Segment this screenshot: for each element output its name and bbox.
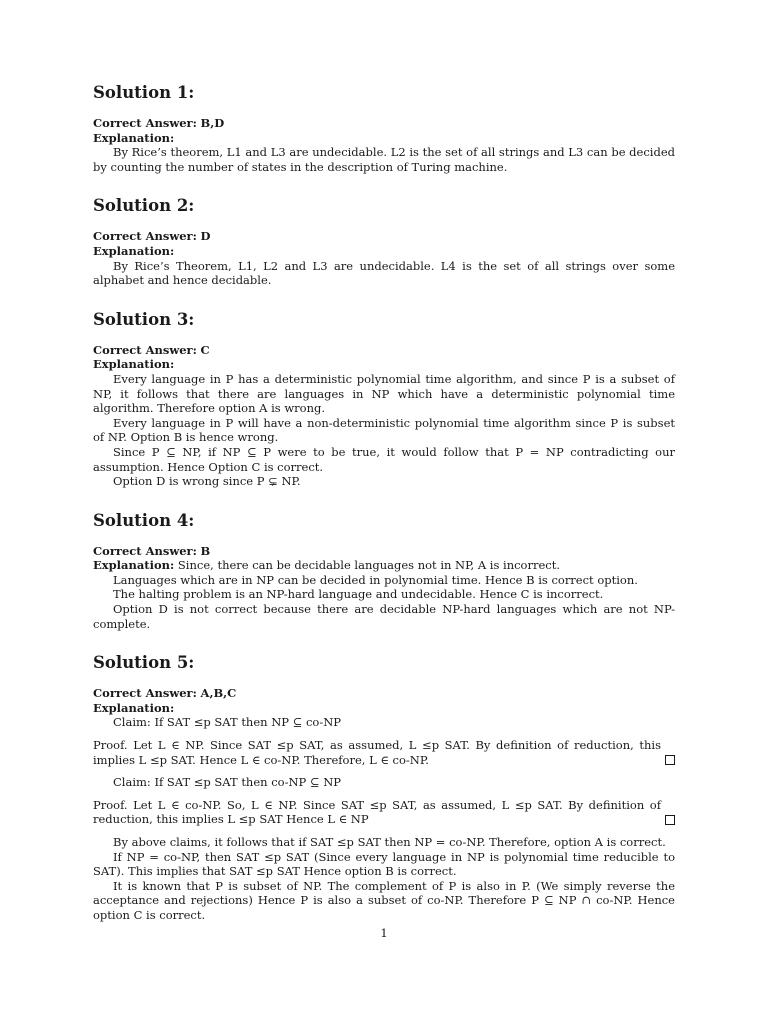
proof-block — [93, 738, 675, 767]
explanation-paragraph: Every language in P will have a non-deterministic polynomial time algorithm since P is subset of NP. Option B is hence wrong. — [93, 415, 675, 445]
answer-value: B — [200, 543, 211, 558]
solution-title: Solution 1: — [93, 83, 195, 102]
solution-2 — [93, 196, 675, 287]
explanation-text: By Rice’s Theorem, L1, L2 and L3 are undecidable. L4 is the set of all strings over some alphabet and hence decidable. — [93, 258, 675, 288]
claim-text: Claim: If SAT ≤p SAT then co-NP ⊆ NP — [113, 775, 342, 790]
explanation-paragraph: Every language in P has a deterministic polynomial time algorithm, and since P is a subset of NP, it follows that there are languages in NP which have a deterministic polynomial time algorithm. Therefore option A is wrong. — [93, 371, 675, 416]
solution-title: Solution 2: — [93, 196, 195, 216]
explanation-text: Since, there can be decidable languages not in NP, A is incorrect. — [177, 558, 560, 573]
explanation-paragraph: Languages which are in NP can be decided in polynomial time. Hence B is correct option. — [113, 572, 638, 587]
explanation-paragraph: The halting problem is an NP-hard language and undecidable. Hence C is incorrect. — [113, 587, 604, 602]
qed-square-icon — [665, 815, 675, 825]
explanation-paragraph: If NP = co-NP, then SAT ≤p SAT (Since every language in NP is polynomial time reducible to SAT). This implies that SAT ≤p SAT Hence option B is correct. — [93, 849, 675, 879]
claim-text: Claim: If SAT ≤p SAT then NP ⊆ co-NP — [113, 715, 342, 730]
explanation-paragraph: Option D is wrong since P ⊊ NP. — [113, 474, 301, 489]
explanation-paragraph: Option D is not correct because there are decidable NP-hard languages which are not NP-complete. — [93, 602, 675, 631]
qed-square-icon — [665, 755, 675, 765]
answer-value: B,D — [200, 116, 225, 130]
proof-text: Proof. Let L ∈ NP. Since SAT ≤p SAT, as assumed, L ≤p SAT. By definition of reduction, this implies L ≤p SAT. Hence L ∈ co-NP. Therefore, L ∈ co-NP. — [93, 738, 661, 767]
answer-label: Correct Answer: — [93, 686, 197, 701]
solution-3 — [93, 310, 675, 489]
explanation-label: Explanation: — [93, 357, 175, 372]
answer-value: C — [200, 342, 210, 357]
solution-title: Solution 5: — [93, 653, 195, 673]
solution-4 — [93, 511, 675, 632]
solution-title: Solution 3: — [93, 309, 195, 329]
explanation-paragraph: By above claims, it follows that if SAT ≤p SAT then NP = co-NP. Therefore, option A is correct. — [113, 835, 666, 849]
proof-text: Proof. Let L ∈ co-NP. So, L ∈ NP. Since SAT ≤p SAT, as assumed, L ≤p SAT. By definition of reduction, this implies L ≤p SAT Hence L ∈ NP — [93, 797, 661, 827]
solution-title: Solution 4: — [93, 510, 195, 530]
explanation-label: Explanation: — [93, 558, 175, 573]
answer-value: D — [200, 229, 211, 244]
explanation-label: Explanation: — [93, 130, 175, 145]
answer-value: A,B,C — [200, 686, 237, 701]
explanation-label: Explanation: — [93, 700, 175, 715]
proof-block — [93, 798, 675, 827]
answer-label: Correct Answer: — [93, 116, 197, 130]
explanation-text: By Rice’s theorem, L1 and L3 are undecidable. L2 is the set of all strings and L3 can be decided by counting the number of states in the description of Turing machine. — [93, 145, 675, 174]
answer-label: Correct Answer: — [93, 229, 197, 244]
solution-5 — [93, 653, 675, 922]
explanation-label: Explanation: — [93, 243, 175, 258]
document-body — [93, 83, 675, 945]
answer-label: Correct Answer: — [93, 543, 197, 558]
page-number: 1 — [380, 926, 388, 940]
explanation-paragraph: Since P ⊆ NP, if NP ⊆ P were to be true, it would follow that P = NP contradicting our assumption. Hence Option C is correct. — [93, 444, 675, 474]
answer-label: Correct Answer: — [93, 342, 197, 357]
explanation-paragraph: It is known that P is subset of NP. The complement of P is also in P. (We simply reverse the acceptance and rejections) Hence P is also a subset of co-NP. Therefore P ⊆ NP ∩ co-NP. Hence option C is correct. — [93, 878, 675, 922]
solution-1 — [93, 83, 675, 174]
